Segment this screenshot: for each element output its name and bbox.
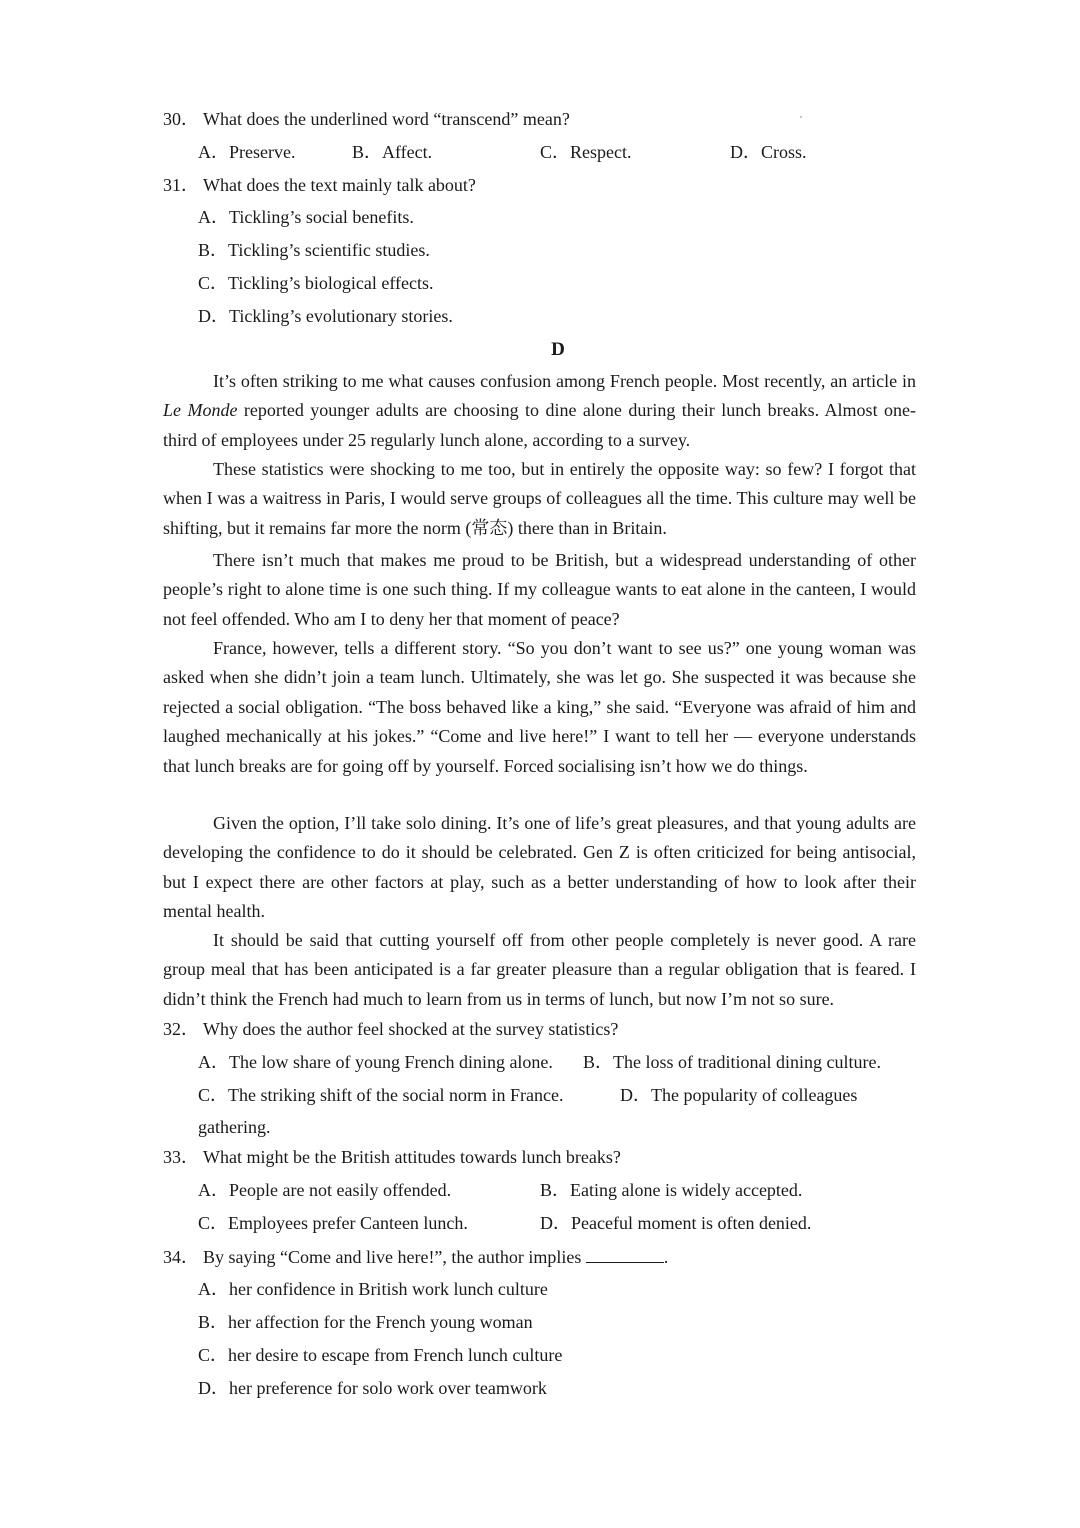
option-d[interactable] <box>730 142 807 162</box>
option-letter: D． <box>730 142 761 162</box>
scan-speck <box>800 116 802 118</box>
option-text: The low share of young French dining alone. <box>229 1052 553 1072</box>
option-letter: D． <box>198 306 229 326</box>
option-letter: C． <box>540 142 571 162</box>
paragraph-text: reported younger adults are choosing to dine alone during their lunch breaks. Almost one-third of employees under 25 regularly lunch alone, according to a survey. <box>163 400 916 450</box>
option-text: Tickling’s biological effects. <box>228 273 434 293</box>
question-text: What does the text mainly talk about? <box>203 175 476 195</box>
question-text: Why does the author feel shocked at the survey statistics? <box>203 1019 619 1039</box>
question-text: By saying “Come and live here!”, the author implies <box>203 1247 582 1267</box>
option-letter: B． <box>198 240 229 260</box>
passage-paragraph-2: These statistics were shocking to me too, but in entirely the opposite way: so few? I forgot that when I was a waitress in Paris, I would serve groups of colleagues all the time. This culture may well be shifting, but it remains far more the norm (常态) there than in Britain. <box>163 459 916 538</box>
passage-paragraph-6: It should be said that cutting yourself off from other people completely is never good. A rare group meal that has been anticipated is a far greater pleasure than a regular obligation that is feared. I didn’t think the French had much to learn from us in terms of lunch, but now I’m not so sure. <box>163 930 916 1009</box>
option-letter: C． <box>198 1345 229 1365</box>
option-letter: A． <box>198 1180 229 1200</box>
paragraph-text: It’s often striking to me what causes confusion among French people. Most recently, an article in <box>213 371 916 391</box>
option-text: Cross. <box>761 142 807 162</box>
option-d[interactable] <box>540 1212 811 1234</box>
option-letter: D． <box>540 1213 571 1233</box>
passage-paragraph-4: France, however, tells a different story. “So you don’t want to see us?” one young woman was asked when she didn’t join a team lunch. Ultimately, she was let go. She suspected it was because she rejected a social obligation. “The boss behaved like a king,” she said. “Everyone was afraid of him and laughed mechanically at his jokes.” “Come and live here!” I want to tell her — everyone understands that lunch breaks are for going off by yourself. Forced socialising isn’t how we do things. <box>163 638 916 776</box>
section-heading: D <box>551 339 565 360</box>
option-c[interactable] <box>540 142 632 162</box>
option-letter: D． <box>620 1085 651 1105</box>
option-d[interactable] <box>620 1084 857 1106</box>
newspaper-title: Le Monde <box>163 400 238 421</box>
option-letter: B． <box>583 1052 614 1072</box>
option-d[interactable] <box>198 305 453 327</box>
option-text: The loss of traditional dining culture. <box>613 1052 881 1072</box>
option-text: her desire to escape from French lunch culture <box>228 1345 563 1365</box>
answer-blank[interactable] <box>586 1245 664 1263</box>
option-a[interactable] <box>198 142 295 162</box>
option-letter: C． <box>198 273 229 293</box>
option-letter: C． <box>198 1085 229 1105</box>
option-text: Tickling’s social benefits. <box>229 207 414 227</box>
option-text: her preference for solo work over teamwork <box>229 1378 547 1398</box>
option-letter: C． <box>198 1213 229 1233</box>
question-33 <box>163 1146 621 1168</box>
option-row <box>540 141 632 163</box>
question-31 <box>163 174 476 196</box>
option-c[interactable] <box>198 1212 468 1234</box>
option-letter: A． <box>198 207 229 227</box>
option-text: The popularity of colleagues <box>651 1085 858 1105</box>
option-text: People are not easily offended. <box>229 1180 452 1200</box>
option-c[interactable] <box>198 1344 562 1366</box>
option-c[interactable] <box>198 1084 563 1106</box>
question-34 <box>163 1245 668 1268</box>
question-32 <box>163 1018 618 1040</box>
option-letter: B． <box>198 1312 229 1332</box>
passage-paragraph-1 <box>163 367 916 455</box>
option-letter: A． <box>198 1052 229 1072</box>
option-text: Affect. <box>382 142 433 162</box>
option-row <box>730 141 807 163</box>
option-text: Peaceful moment is often denied. <box>571 1213 812 1233</box>
question-number: 30． <box>163 109 199 129</box>
question-text: What might be the British attitudes towards lunch breaks? <box>203 1147 621 1167</box>
question-text-end: . <box>663 1247 669 1267</box>
option-letter: D． <box>198 1378 229 1398</box>
option-text: Respect. <box>570 142 632 162</box>
option-letter: B． <box>352 142 383 162</box>
option-text: her confidence in British work lunch culture <box>229 1279 548 1299</box>
option-b[interactable] <box>583 1051 881 1073</box>
option-letter: A． <box>198 1279 229 1299</box>
option-d[interactable] <box>198 1377 547 1399</box>
option-text: Preserve. <box>229 142 296 162</box>
question-number: 32． <box>163 1019 199 1039</box>
option-text: The striking shift of the social norm in France. <box>228 1085 564 1105</box>
option-a[interactable] <box>198 1179 451 1201</box>
option-b[interactable] <box>540 1179 802 1201</box>
option-text: her affection for the French young woman <box>228 1312 533 1332</box>
option-row <box>352 141 432 163</box>
option-a[interactable] <box>198 206 414 228</box>
passage-paragraph-3: There isn’t much that makes me proud to be British, but a widespread understanding of other people’s right to alone time is one such thing. If my colleague wants to eat alone in the canteen, I would not feel offended. Who am I to deny her that moment of peace? <box>163 550 916 629</box>
option-b[interactable] <box>198 1311 533 1333</box>
option-d-continuation: gathering. <box>198 1117 271 1137</box>
question-30 <box>163 108 570 130</box>
option-b[interactable] <box>198 239 430 261</box>
question-number: 34． <box>163 1247 199 1267</box>
option-text: Tickling’s scientific studies. <box>228 240 430 260</box>
option-text: Eating alone is widely accepted. <box>570 1180 803 1200</box>
question-number: 33． <box>163 1147 199 1167</box>
passage-paragraph-5: Given the option, I’ll take solo dining. It’s one of life’s great pleasures, and that young adults are developing the confidence to do it should be celebrated. Gen Z is often criticized for being antisocial, but I expect there are other factors at play, such as a better understanding of how to look after their mental health. <box>163 813 916 922</box>
question-number: 31． <box>163 175 199 195</box>
option-letter: B． <box>540 1180 571 1200</box>
option-text: Employees prefer Canteen lunch. <box>228 1213 468 1233</box>
option-a[interactable] <box>198 1278 548 1300</box>
option-letter: A． <box>198 142 229 162</box>
question-text: What does the underlined word “transcend” mean? <box>203 109 570 129</box>
option-c[interactable] <box>198 272 434 294</box>
option-b[interactable] <box>352 142 432 162</box>
option-text: Tickling’s evolutionary stories. <box>229 306 453 326</box>
option-row <box>198 141 295 163</box>
option-a[interactable] <box>198 1051 553 1073</box>
